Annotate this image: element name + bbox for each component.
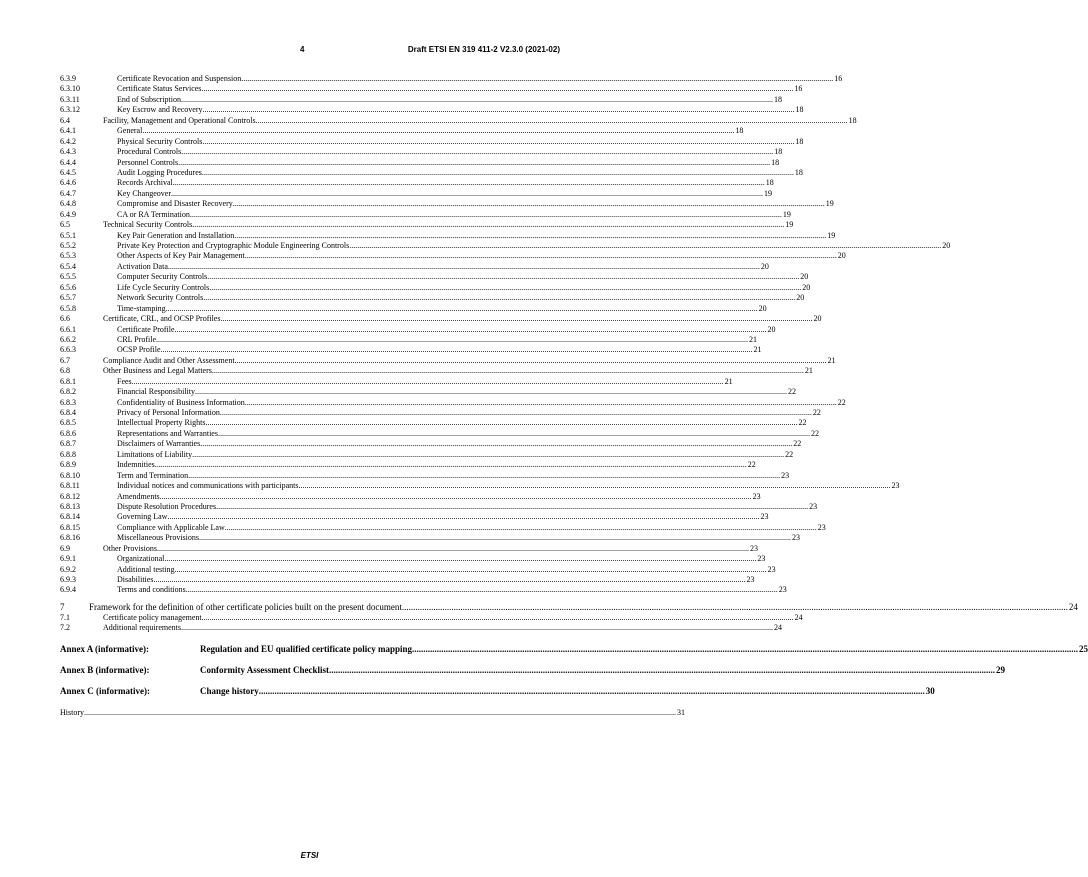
toc-entry[interactable] xyxy=(60,199,834,209)
toc-leader-dots xyxy=(218,429,810,439)
toc-leader-dots xyxy=(192,450,784,460)
toc-entry-page: 21 xyxy=(827,355,836,365)
toc-entry-page: 20 xyxy=(796,293,805,303)
toc-entry-title: Compromise and Disaster Recovery xyxy=(117,199,233,209)
toc-entry[interactable] xyxy=(60,428,819,439)
toc-entry-number: 6.8.6 xyxy=(60,428,76,438)
toc-entry-number: 6.4 xyxy=(60,115,70,125)
toc-entry-title: Certificate policy management xyxy=(103,612,202,622)
toc-leader-dots xyxy=(201,84,793,94)
toc-entry[interactable] xyxy=(60,209,791,220)
toc-entry-number: 6.6.1 xyxy=(60,324,76,334)
toc-entry-number: 6.9.3 xyxy=(60,575,76,584)
toc-leader-dots xyxy=(299,481,891,491)
toc-entry-title: Disclaimers of Warranties xyxy=(117,439,201,449)
toc-entry-number: 6.8.7 xyxy=(60,439,76,449)
toc-entry-title: Certificate, CRL, and OCSP Profiles xyxy=(103,314,221,324)
toc-leader-dots xyxy=(203,105,795,115)
toc-entry-page: 23 xyxy=(817,522,826,532)
toc-entry-number: 6.8.15 xyxy=(60,522,80,532)
toc-entry-number: 6.4.8 xyxy=(60,199,76,209)
toc-entry-title: Miscellaneous Provisions xyxy=(117,533,199,543)
toc-entry[interactable] xyxy=(60,376,733,387)
toc-entry-page: 20 xyxy=(760,261,769,271)
toc-entry-page: 18 xyxy=(848,115,857,125)
toc-entry-number: 7.1 xyxy=(60,612,70,622)
toc-entry-number: 6.5 xyxy=(60,220,70,230)
toc-leader-dots xyxy=(259,686,925,697)
toc-leader-dots xyxy=(199,533,791,543)
toc-entry-number: 6.8.3 xyxy=(60,397,76,407)
toc-leader-dots xyxy=(235,356,827,366)
toc-entries xyxy=(60,74,1078,634)
toc-entry-number: 6.6 xyxy=(60,314,70,324)
toc-entry-title: Facility, Management and Operational Controls xyxy=(103,115,256,125)
toc-entry-page: 23 xyxy=(792,533,800,543)
toc-entry-number: 6.3.9 xyxy=(60,74,76,83)
toc-entry[interactable] xyxy=(60,261,769,272)
page-number: 4 xyxy=(300,45,305,54)
toc-leader-dots xyxy=(349,241,941,251)
toc-entry-title: Financial Responsibility xyxy=(117,387,195,397)
toc-entry-title: Framework for the definition of other certificate policies built on the present document xyxy=(89,601,402,612)
toc-entry-number: 6.4.6 xyxy=(60,178,76,188)
toc-entry-page: 22 xyxy=(798,418,807,428)
toc-entry-title: Personnel Controls xyxy=(117,157,179,167)
toc-entry[interactable] xyxy=(60,105,804,115)
toc-leader-dots xyxy=(186,585,778,595)
toc-entry-title: Key Pair Generation and Installation xyxy=(117,230,235,240)
toc-leader-dots xyxy=(160,492,752,502)
toc-entry-title: Representations and Warranties xyxy=(117,428,218,438)
toc-history-entry[interactable] xyxy=(60,707,685,718)
toc-entry[interactable] xyxy=(60,230,836,241)
toc-entry-number: 6.5.2 xyxy=(60,241,76,250)
toc-leader-dots xyxy=(216,502,808,512)
toc-leader-dots xyxy=(225,523,817,533)
page-footer: ETSI xyxy=(300,851,319,860)
toc-entry-number: 6.3.12 xyxy=(60,105,80,115)
toc-entry-number: 6.8.4 xyxy=(60,408,76,417)
toc-entry-title: Fees xyxy=(117,376,132,386)
toc-entry-title: Additional requirements xyxy=(103,623,181,633)
toc-entry-page: 16 xyxy=(794,84,803,94)
toc-annex-label: Annex A (informative): xyxy=(60,643,149,654)
toc-entry-page: 20 xyxy=(802,282,811,292)
toc-leader-dots xyxy=(181,623,773,633)
toc-entry-title: Disabilities xyxy=(117,575,154,584)
toc-entry-title: General xyxy=(117,126,143,136)
toc-entry[interactable] xyxy=(60,167,803,178)
toc-entry-page: 20 xyxy=(800,272,809,282)
toc-entry[interactable] xyxy=(60,157,780,168)
toc-entry-number: 6.4.5 xyxy=(60,167,76,177)
toc-entry-page: 24 xyxy=(1068,601,1078,612)
toc-history-title: History xyxy=(60,707,84,717)
toc-entry-title: Private Key Protection and Cryptographic Module Engineering Controls xyxy=(117,241,350,250)
annex-entries xyxy=(60,643,1088,697)
toc-entry-number: 6.5.3 xyxy=(60,251,76,261)
toc-leader-dots xyxy=(167,512,759,522)
toc-leader-dots xyxy=(200,439,792,449)
toc-entry-title: Indemnities xyxy=(117,460,155,470)
toc-entry-page: 23 xyxy=(767,564,776,574)
toc-leader-dots xyxy=(166,304,758,314)
toc-entry-number: 6.8.16 xyxy=(60,533,80,543)
toc-entry-title: Term and Termination xyxy=(117,470,189,480)
toc-leader-dots xyxy=(329,665,995,676)
toc-entry-number: 7 xyxy=(60,601,65,612)
toc-leader-dots xyxy=(168,262,760,272)
table-of-contents xyxy=(60,74,1088,718)
toc-annex-page: 25 xyxy=(1079,643,1088,654)
toc-entry[interactable] xyxy=(60,366,813,376)
toc-entry-page: 23 xyxy=(781,470,790,480)
toc-leader-dots xyxy=(209,283,801,293)
toc-entry-page: 20 xyxy=(758,303,767,313)
toc-leader-dots xyxy=(202,613,794,623)
toc-entry-title: Other Provisions xyxy=(103,543,157,553)
toc-entry-page: 18 xyxy=(774,94,782,104)
toc-leader-dots xyxy=(256,116,848,126)
toc-leader-dots xyxy=(207,272,799,282)
toc-entry-title: CRL Profile xyxy=(117,334,157,344)
toc-leader-dots xyxy=(175,325,767,335)
toc-annex-title: Change history xyxy=(200,685,259,696)
toc-entry[interactable] xyxy=(60,272,809,282)
toc-entry[interactable] xyxy=(60,470,790,481)
toc-entry-title: Key Escrow and Recovery xyxy=(117,105,203,115)
toc-entry[interactable] xyxy=(60,418,807,428)
toc-entry-title: OCSP Profile xyxy=(117,345,161,355)
toc-entry[interactable] xyxy=(60,115,857,126)
toc-entry-number: 6.5.5 xyxy=(60,272,76,282)
toc-entry-page: 23 xyxy=(746,575,755,584)
toc-leader-dots xyxy=(220,408,812,418)
toc-entry-title: Technical Security Controls xyxy=(103,220,193,230)
toc-leader-dots xyxy=(234,231,826,241)
toc-entry-number: 6.9 xyxy=(60,543,70,553)
toc-entry[interactable] xyxy=(60,74,843,84)
toc-entry-page: 23 xyxy=(757,554,766,564)
toc-entry[interactable] xyxy=(60,397,846,408)
toc-entry-title: Certificate Revocation and Suspension xyxy=(117,74,242,83)
toc-entry[interactable] xyxy=(60,355,836,366)
toc-entry-number: 6.8 xyxy=(60,366,70,376)
toc-entry-title: Other Aspects of Key Pair Management xyxy=(117,251,245,261)
toc-entry-title: Limitations of Liability xyxy=(117,449,193,459)
toc-history-page: 31 xyxy=(677,707,685,717)
toc-entry-title: Life Cycle Security Controls xyxy=(117,282,210,292)
toc-entry-title: CA or RA Termination xyxy=(117,209,190,219)
toc-entry-page: 21 xyxy=(753,345,762,355)
toc-leader-dots xyxy=(195,387,787,397)
toc-entry[interactable] xyxy=(60,543,758,554)
toc-entry-title: Records Archival xyxy=(117,178,173,188)
toc-entry[interactable] xyxy=(60,439,802,449)
toc-annex-label: Annex C (informative): xyxy=(60,685,150,696)
toc-entry-number: 6.4.2 xyxy=(60,136,76,146)
toc-leader-dots xyxy=(84,707,676,718)
toc-leader-dots xyxy=(203,293,795,303)
toc-entry-number: 6.8.5 xyxy=(60,418,76,428)
toc-entry-title: Compliance with Applicable Law xyxy=(117,522,225,532)
toc-entry-title: Intellectual Property Rights xyxy=(117,418,206,428)
toc-entry-number: 6.4.4 xyxy=(60,157,76,167)
toc-entry-page: 18 xyxy=(771,157,780,167)
toc-entry-page: 21 xyxy=(804,366,813,376)
toc-entry[interactable] xyxy=(60,501,818,512)
toc-entry-title: Individual notices and communications with participants xyxy=(117,481,299,491)
toc-entry-title: Procedural Controls xyxy=(117,147,182,157)
toc-entry-title: Certificate Status Services xyxy=(117,84,202,94)
toc-leader-dots xyxy=(212,366,804,376)
toc-entry[interactable] xyxy=(60,188,772,199)
toc-entry-page: 23 xyxy=(752,491,761,501)
toc-entry-page: 18 xyxy=(795,136,804,146)
toc-leader-dots xyxy=(202,168,794,178)
toc-leader-dots xyxy=(181,147,773,157)
toc-entry[interactable] xyxy=(60,293,805,303)
toc-entry-number: 6.4.3 xyxy=(60,147,76,157)
toc-entry[interactable] xyxy=(60,512,769,522)
toc-entry-title: Terms and conditions xyxy=(117,585,186,595)
toc-entry-number: 6.8.13 xyxy=(60,501,80,511)
toc-entry-number: 6.5.7 xyxy=(60,293,76,303)
toc-entry[interactable] xyxy=(60,345,762,355)
document-id: Draft ETSI EN 319 411-2 V2.3.0 (2021-02) xyxy=(407,45,560,54)
toc-entry[interactable] xyxy=(60,623,782,633)
toc-entry-number: 7.2 xyxy=(60,623,70,633)
toc-entry[interactable] xyxy=(60,387,796,397)
toc-leader-dots xyxy=(132,377,724,387)
toc-leader-dots xyxy=(175,565,767,575)
toc-leader-dots xyxy=(192,220,784,230)
toc-entry-title: Activation Data xyxy=(117,261,168,271)
toc-entry-page: 22 xyxy=(812,408,821,417)
toc-entry[interactable] xyxy=(60,220,794,230)
toc-entry[interactable] xyxy=(60,136,804,147)
toc-entry-title: Amendments xyxy=(117,491,160,501)
toc-entry-title: Computer Security Controls xyxy=(117,272,208,282)
toc-leader-dots xyxy=(178,158,770,168)
toc-entry-title: Confidentiality of Business Information xyxy=(117,397,245,407)
toc-entry-page: 18 xyxy=(765,178,774,188)
toc-entry-title: Dispute Resolution Procedures xyxy=(117,501,217,511)
toc-entry-number: 6.9.1 xyxy=(60,554,76,564)
toc-entry-page: 23 xyxy=(778,585,787,595)
toc-entry[interactable] xyxy=(60,449,794,460)
toc-entry-page: 22 xyxy=(810,428,819,438)
toc-entry-number: 6.8.10 xyxy=(60,470,80,480)
toc-entry-page: 19 xyxy=(785,220,794,230)
toc-entry[interactable] xyxy=(60,126,744,136)
toc-entry-title: Additional testing xyxy=(117,564,175,574)
toc-entry-page: 20 xyxy=(767,324,776,334)
toc-entry-number: 6.3.11 xyxy=(60,94,80,104)
toc-entry[interactable] xyxy=(60,94,782,105)
toc-annex-label: Annex B (informative): xyxy=(60,664,150,675)
toc-entry-title: Network Security Controls xyxy=(117,293,204,303)
toc-entry[interactable] xyxy=(60,554,766,564)
toc-leader-dots xyxy=(402,602,1068,613)
toc-entry-number: 6.5.1 xyxy=(60,230,76,240)
toc-entry[interactable] xyxy=(60,601,1078,613)
toc-entry-number: 6.8.1 xyxy=(60,376,76,386)
toc-entry-page: 20 xyxy=(837,251,846,261)
toc-annex-entry[interactable] xyxy=(60,664,1005,676)
toc-annex-entry[interactable] xyxy=(60,685,935,697)
toc-entry-page: 20 xyxy=(942,241,951,250)
toc-entry-number: 6.9.2 xyxy=(60,564,76,574)
toc-entry-number: 6.4.9 xyxy=(60,209,76,219)
toc-entry-page: 22 xyxy=(793,439,802,449)
toc-entry-number: 6.8.9 xyxy=(60,460,76,470)
toc-entry[interactable] xyxy=(60,282,811,293)
toc-entry-page: 23 xyxy=(891,481,900,491)
toc-entry-page: 18 xyxy=(774,147,783,157)
toc-leader-dots xyxy=(153,575,745,585)
toc-entry-page: 22 xyxy=(747,460,756,470)
toc-leader-dots xyxy=(245,398,837,408)
toc-entry[interactable] xyxy=(60,241,951,251)
toc-entry-title: End of Subscription xyxy=(117,94,181,104)
toc-entry-number: 6.3.10 xyxy=(60,84,80,94)
toc-leader-dots xyxy=(156,335,748,345)
toc-entry-number: 6.6.2 xyxy=(60,334,76,344)
toc-leader-dots xyxy=(233,199,825,209)
toc-leader-dots xyxy=(171,189,763,199)
toc-entry-page: 21 xyxy=(749,334,758,344)
toc-entry[interactable] xyxy=(60,334,758,345)
toc-entry-title: Key Changeover xyxy=(117,188,171,198)
toc-entry-title: Governing Law xyxy=(117,512,168,522)
toc-entry-number: 6.8.2 xyxy=(60,387,76,397)
toc-entry-title: Other Business and Legal Matters xyxy=(103,366,212,376)
toc-entry[interactable] xyxy=(60,533,800,543)
toc-entry-number: 6.8.14 xyxy=(60,512,80,522)
toc-entry-page: 18 xyxy=(795,105,804,115)
toc-entry[interactable] xyxy=(60,522,826,533)
toc-entry-page: 23 xyxy=(760,512,769,522)
toc-entry-title: Organizational xyxy=(117,554,165,564)
toc-entry-page: 23 xyxy=(750,543,758,553)
toc-annex-entry[interactable] xyxy=(60,643,1088,655)
toc-entry-page: 20 xyxy=(813,314,822,324)
toc-leader-dots xyxy=(245,251,837,261)
toc-entry-page: 22 xyxy=(788,387,796,397)
toc-entry-page: 24 xyxy=(794,612,803,622)
toc-entry-number: 6.7 xyxy=(60,355,70,365)
toc-leader-dots xyxy=(205,418,797,428)
toc-entry-page: 18 xyxy=(794,167,803,177)
toc-leader-dots xyxy=(173,178,765,188)
toc-entry[interactable] xyxy=(60,408,821,418)
toc-entry[interactable] xyxy=(60,612,803,623)
toc-entry-page: 16 xyxy=(834,74,843,83)
toc-entry[interactable] xyxy=(60,460,756,470)
toc-leader-dots xyxy=(164,554,756,564)
toc-leader-dots xyxy=(181,95,773,105)
toc-leader-dots xyxy=(202,137,794,147)
toc-entry-page: 21 xyxy=(724,376,733,386)
toc-entry-number: 6.9.4 xyxy=(60,585,76,595)
toc-entry-number: 6.4.1 xyxy=(60,126,76,136)
toc-entry-page: 22 xyxy=(837,397,846,407)
toc-leader-dots xyxy=(161,345,753,355)
toc-entry[interactable] xyxy=(60,585,787,595)
toc-entry-title: Time-stamping xyxy=(117,303,166,313)
toc-entry-title: Audit Logging Procedures xyxy=(117,167,202,177)
toc-entry[interactable] xyxy=(60,324,776,335)
toc-entry-number: 6.5.6 xyxy=(60,282,76,292)
toc-entry-number: 6.5.4 xyxy=(60,261,76,271)
toc-leader-dots xyxy=(190,210,782,220)
toc-entry-title: Compliance Audit and Other Assessment xyxy=(103,355,235,365)
toc-entry[interactable] xyxy=(60,84,803,94)
toc-entry-page: 19 xyxy=(763,188,772,198)
toc-entry-number: 6.5.8 xyxy=(60,303,76,313)
toc-annex-page: 30 xyxy=(925,685,935,696)
toc-entry-number: 6.6.3 xyxy=(60,345,76,355)
toc-entry[interactable] xyxy=(60,147,783,157)
toc-leader-dots xyxy=(412,644,1078,655)
toc-annex-page: 29 xyxy=(996,664,1005,675)
toc-entry-page: 18 xyxy=(735,126,744,136)
toc-entry[interactable] xyxy=(60,314,822,324)
toc-entry-title: Certificate Profile xyxy=(117,324,175,334)
toc-annex-title: Conformity Assessment Checklist xyxy=(200,664,329,675)
toc-entry[interactable] xyxy=(60,178,774,188)
toc-entry[interactable] xyxy=(60,251,846,261)
toc-entry-page: 24 xyxy=(773,623,782,633)
toc-entry[interactable] xyxy=(60,481,900,491)
toc-entry-page: 23 xyxy=(809,501,818,511)
toc-leader-dots xyxy=(157,544,749,554)
toc-entry-number: 6.8.8 xyxy=(60,449,76,459)
toc-entry-page: 19 xyxy=(827,230,836,240)
toc-entry[interactable] xyxy=(60,491,761,502)
toc-entry-page: 22 xyxy=(785,449,794,459)
toc-leader-dots xyxy=(142,126,734,136)
toc-entry[interactable] xyxy=(60,575,755,585)
toc-leader-dots xyxy=(241,74,833,84)
toc-entry-title: Physical Security Controls xyxy=(117,136,203,146)
toc-leader-dots xyxy=(188,471,780,481)
toc-entry-page: 19 xyxy=(825,199,834,209)
toc-annex-title: Regulation and EU qualified certificate policy mapping xyxy=(200,643,413,654)
toc-entry[interactable] xyxy=(60,564,776,575)
toc-entry-number: 6.4.7 xyxy=(60,188,76,198)
toc-entry-page: 19 xyxy=(782,209,791,219)
toc-entry-number: 6.8.11 xyxy=(60,481,80,491)
toc-entry[interactable] xyxy=(60,303,767,314)
toc-leader-dots xyxy=(220,314,812,324)
toc-leader-dots xyxy=(155,460,747,470)
toc-entry-title: Privacy of Personal Information xyxy=(117,408,220,417)
toc-entry-number: 6.8.12 xyxy=(60,491,80,501)
